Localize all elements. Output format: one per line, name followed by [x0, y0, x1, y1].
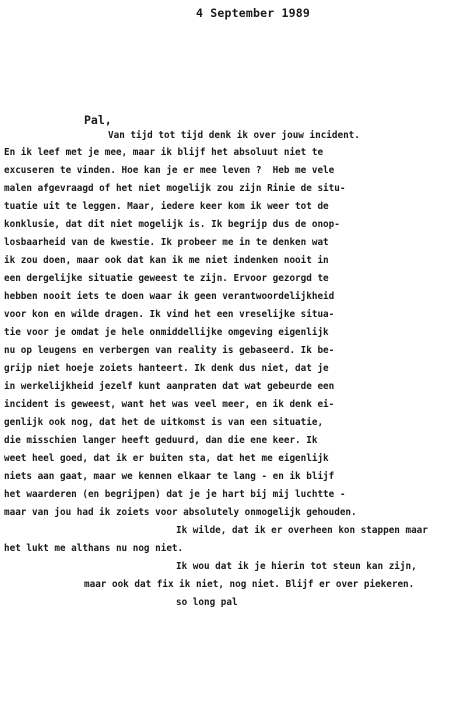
- letter-salutation: Pal,: [84, 113, 112, 127]
- letter-line: een dergelijke situatie geweest te zijn. Ervoor gezorgd te: [4, 273, 329, 284]
- letter-line: Ik wou dat ik je hierin tot steun kan zijn,: [176, 561, 417, 572]
- letter-line: niets aan gaat, maar we kennen elkaar te lang - en ik blijf: [4, 471, 335, 482]
- letter-line: het lukt me althans nu nog niet.: [4, 543, 184, 554]
- letter-line: grijp niet hoeje zoiets hanteert. Ik denk dus niet, dat je: [4, 363, 329, 374]
- letter-line: het waarderen (en begrijpen) dat je je hart bij mij luchtte -: [4, 489, 346, 500]
- letter-line: excuseren te vinden. Hoe kan je er mee leven ? Heb me vele: [4, 165, 335, 176]
- letter-line: Ik wilde, dat ik er overheen kon stappen maar: [176, 525, 428, 536]
- letter-closing: so long pal: [176, 597, 238, 608]
- letter-line: tie voor je omdat je hele onmiddellijke omgeving eigenlijk: [4, 327, 329, 338]
- letter-line: incident is geweest, want het was veel meer, en ik denk ei-: [4, 399, 335, 410]
- letter-line: losbaarheid van de kwestie. Ik probeer me in te denken wat: [4, 237, 329, 248]
- letter-line: nu op leugens en verbergen van reality is gebaseerd. Ik be-: [4, 345, 335, 356]
- letter-line: maar van jou had ik zoiets voor absolutely onmogelijk gehouden.: [4, 507, 357, 518]
- letter-line: tuatie uit te leggen. Maar, iedere keer kom ik weer tot de: [4, 201, 329, 212]
- letter-line: malen afgevraagd of het niet mogelijk zou zijn Rinie de situ-: [4, 183, 346, 194]
- letter-line: hebben nooit iets te doen waar ik geen verantwoordelijkheid: [4, 291, 335, 302]
- letter-line: voor kon en wilde dragen. Ik vind het een vreselijke situa-: [4, 309, 335, 320]
- letter-line: weet heel goed, dat ik er buiten sta, dat het me eigenlijk: [4, 453, 329, 464]
- letter-date: 4 September 1989: [196, 6, 310, 20]
- letter-line: En ik leef met je mee, maar ik blijf het absoluut niet te: [4, 147, 324, 158]
- letter-line: Van tijd tot tijd denk ik over jouw incident.: [108, 130, 360, 141]
- letter-line: die misschien langer heeft geduurd, dan die ene keer. Ik: [4, 435, 318, 446]
- letter-line: konklusie, dat dit niet mogelijk is. Ik begrijp dus de onop-: [4, 219, 340, 230]
- letter-line: maar ook dat fix ik niet, nog niet. Blijf er over piekeren.: [84, 579, 415, 590]
- letter-line: ik zou doen, maar ook dat kan ik me niet indenken nooit in: [4, 255, 329, 266]
- letter-line: in werkelijkheid jezelf kunt aanpraten dat wat gebeurde een: [4, 381, 335, 392]
- letter-line: genlijk ook nog, dat het de uitkomst is van een situatie,: [4, 417, 324, 428]
